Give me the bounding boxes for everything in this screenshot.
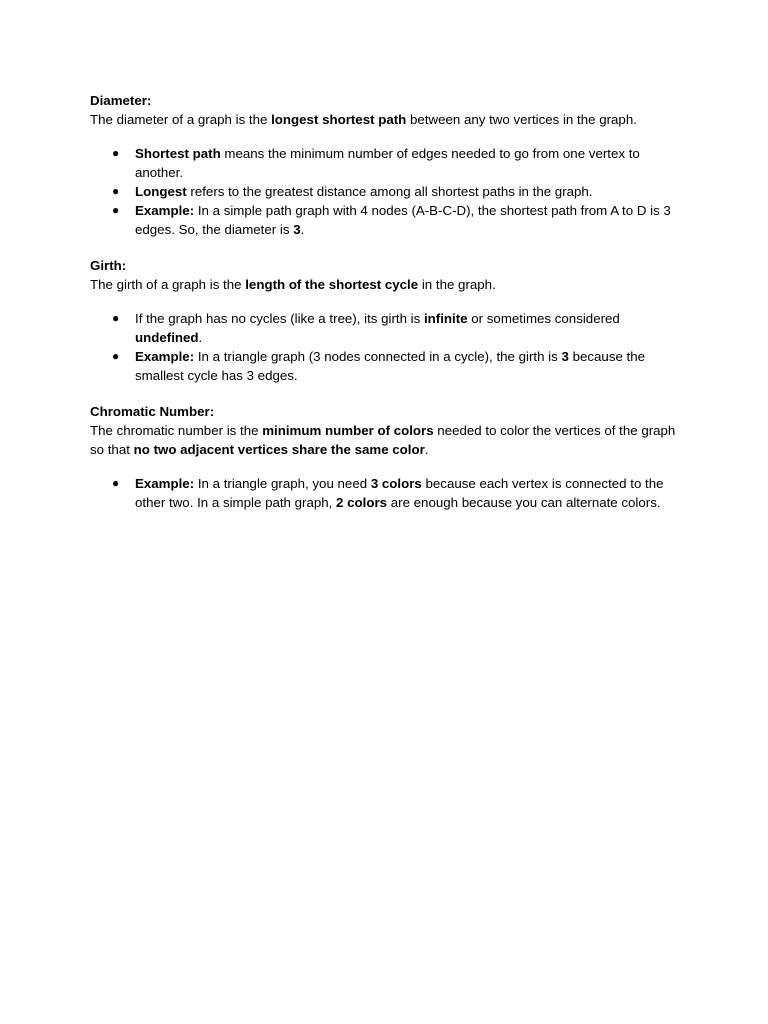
text-run: means the minimum number of edges needed to go from one vertex to another. [135,146,640,180]
section-intro [90,275,680,294]
section-intro [90,110,680,129]
text-run: or sometimes considered [467,311,620,326]
bullet-icon: ● [112,203,120,217]
bullet-list [90,474,680,512]
list-item [90,474,680,512]
bold-text: 3 [561,349,569,364]
text-run: because each vertex is connected to the other two. In a simple path graph, [135,476,664,510]
text-run: The girth of a graph is the [90,277,246,292]
list-item [90,201,680,239]
bullet-icon: ● [112,146,120,160]
text-run: in the graph. [418,277,496,292]
text-run: needed to color the vertices of the graph so that [90,423,676,457]
text-run: In a simple path graph with 4 nodes (A-B-C-D), the shortest path from A to D is 3 edges. So, the diameter is [135,203,671,237]
bold-text: 2 colors [336,495,388,510]
bold-text: undefined [135,330,199,345]
bold-text: Longest [135,184,187,199]
text-run: refers to the greatest distance among all shortest paths in the graph. [186,184,593,199]
section-heading: Diameter: [90,93,152,108]
list-item [90,309,680,347]
bold-text: Example: [135,349,195,364]
text-run: between any two vertices in the graph. [406,112,637,127]
bullet-list [90,309,680,385]
text-run: . [198,330,203,345]
text-run: If the graph has no cycles (like a tree), its girth is [135,311,424,326]
text-run: In a triangle graph (3 nodes connected in a cycle), the girth is [194,349,562,364]
bold-text: Example: [135,203,195,218]
section-girth [90,256,680,385]
bold-text: length of the shortest cycle [245,277,419,292]
text-run: The diameter of a graph is the [90,112,272,127]
text-run: . [424,442,429,457]
bullet-icon: ● [112,476,120,490]
text-run: In a triangle graph, you need [194,476,371,491]
bold-text: 3 [293,222,301,237]
bold-text: Shortest path [135,146,221,161]
bullet-icon: ● [112,184,120,198]
bold-text: longest shortest path [271,112,407,127]
text-run: . [300,222,305,237]
bold-text: no two adjacent vertices share the same color [133,442,425,457]
bold-text: infinite [423,311,468,326]
text-run: The chromatic number is the [90,423,263,438]
list-item [90,182,680,201]
section-heading: Chromatic Number: [90,404,215,419]
bullet-list [90,144,680,239]
section-diameter [90,91,680,239]
text-run: because the smallest cycle has 3 edges. [135,349,646,383]
section-heading: Girth: [90,258,127,273]
list-item [90,347,680,385]
bullet-icon: ● [112,349,120,363]
text-run: are enough because you can alternate colors. [387,495,661,510]
bullet-icon: ● [112,311,120,325]
section-chromatic-number [90,402,680,512]
bold-text: Example: [135,476,195,491]
document-page [90,91,680,512]
bold-text: 3 colors [370,476,422,491]
bold-text: minimum number of colors [262,423,434,438]
section-intro [90,421,680,459]
list-item [90,144,680,182]
